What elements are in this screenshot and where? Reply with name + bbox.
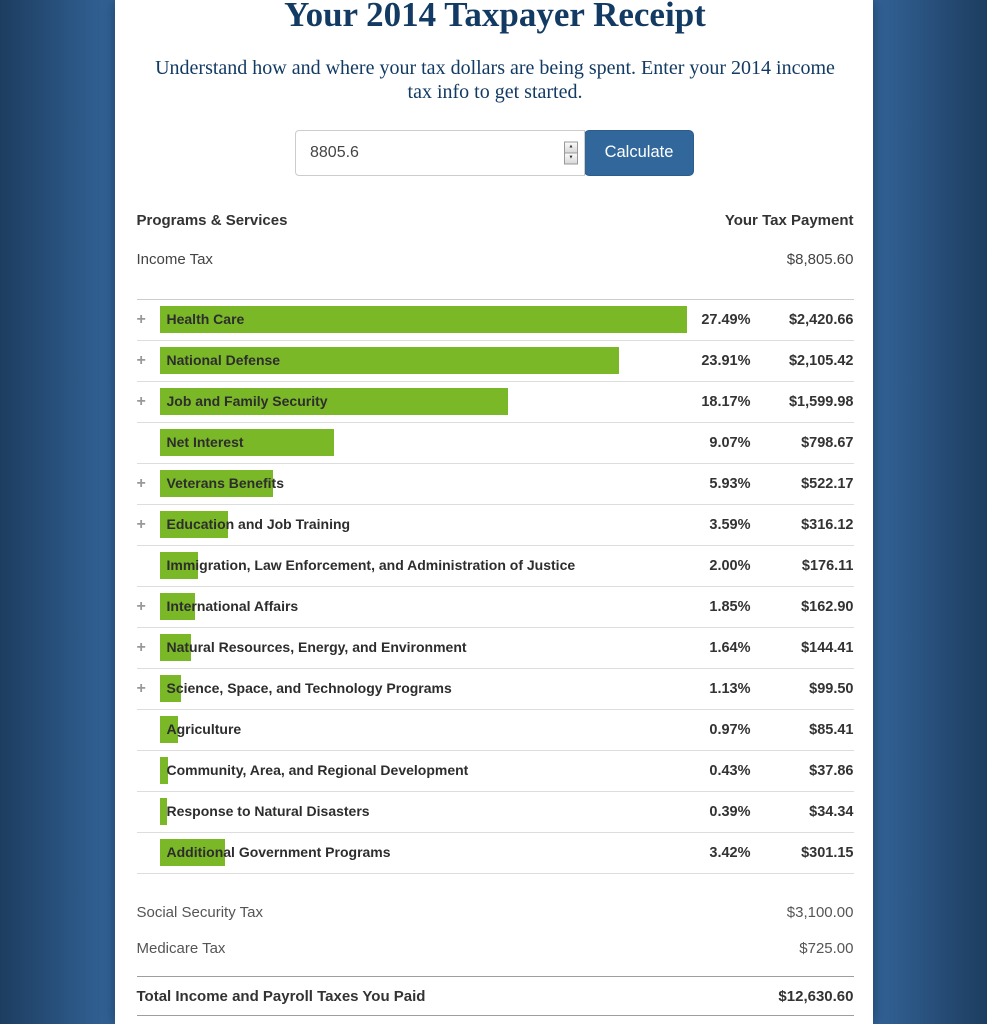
social-security-amount: $3,100.00 <box>786 903 854 921</box>
col-your-tax-payment: Your Tax Payment <box>724 211 854 229</box>
income-tax-input[interactable] <box>295 130 585 176</box>
program-percent: 0.39% <box>709 803 751 820</box>
program-percent: 2.00% <box>709 557 751 574</box>
program-bar-cell <box>160 716 689 743</box>
program-amount: $798.67 <box>801 434 854 451</box>
expand-plus-icon[interactable]: + <box>136 310 146 328</box>
expand-plus-icon[interactable]: + <box>136 392 146 410</box>
program-label: International Affairs <box>166 598 299 615</box>
social-security-row <box>137 895 854 931</box>
program-bar-cell <box>160 511 689 538</box>
program-percent: 3.42% <box>709 844 751 861</box>
expand-plus-icon[interactable]: + <box>136 474 146 492</box>
program-amount: $301.15 <box>801 844 854 861</box>
program-bar-cell <box>160 347 689 374</box>
page-title: Your 2014 Taxpayer Receipt <box>284 0 706 34</box>
program-amount: $1,599.98 <box>788 393 854 410</box>
program-percent: 18.17% <box>701 393 751 410</box>
program-bar-cell <box>160 429 689 456</box>
program-label: Net Interest <box>166 434 244 451</box>
table-row[interactable] <box>137 300 854 341</box>
program-bar-cell <box>160 675 689 702</box>
program-label: Additional Government Programs <box>166 844 391 861</box>
program-label: Job and Family Security <box>166 393 328 410</box>
table-row <box>137 423 854 464</box>
program-percent: 1.13% <box>709 680 751 697</box>
expand-plus-icon[interactable]: + <box>136 597 146 615</box>
expand-plus-icon[interactable]: + <box>136 638 146 656</box>
table-row[interactable] <box>137 669 854 710</box>
program-label: National Defense <box>166 352 281 369</box>
program-percent: 1.64% <box>709 639 751 656</box>
spinner-down-icon[interactable]: ▼ <box>565 153 577 163</box>
program-percent: 9.07% <box>709 434 751 451</box>
program-label: Agriculture <box>166 721 242 738</box>
table-row <box>137 833 854 874</box>
program-label: Natural Resources, Energy, and Environment <box>166 639 467 656</box>
program-percent: 23.91% <box>701 352 751 369</box>
program-bar-cell <box>160 757 689 784</box>
program-bar-cell <box>160 470 689 497</box>
program-amount: $2,105.42 <box>788 352 854 369</box>
social-security-label: Social Security Tax <box>136 903 263 921</box>
program-amount: $34.34 <box>809 803 854 820</box>
table-row[interactable] <box>137 505 854 546</box>
table-header <box>137 212 854 229</box>
table-row[interactable] <box>137 341 854 382</box>
program-amount: $144.41 <box>801 639 854 656</box>
expand-plus-icon[interactable]: + <box>136 679 146 697</box>
page-subtitle: Understand how and where your tax dollars are being spent. Enter your 2014 income tax info to get started. <box>155 56 835 104</box>
program-bar-cell <box>160 306 689 333</box>
program-label: Health Care <box>166 311 245 328</box>
table-row[interactable] <box>137 587 854 628</box>
table-row[interactable] <box>137 464 854 505</box>
program-amount: $99.50 <box>809 680 854 697</box>
total-label: Total Income and Payroll Taxes You Paid <box>136 987 426 1005</box>
medicare-label: Medicare Tax <box>136 939 226 957</box>
medicare-row <box>137 931 854 967</box>
program-bar-cell <box>160 552 689 579</box>
program-percent: 0.43% <box>709 762 751 779</box>
medicare-amount: $725.00 <box>799 939 854 957</box>
program-label: Community, Area, and Regional Development <box>166 762 469 779</box>
program-amount: $85.41 <box>809 721 854 738</box>
program-amount: $37.86 <box>809 762 854 779</box>
summary-section <box>137 895 854 1016</box>
program-label: Response to Natural Disasters <box>166 803 370 820</box>
total-row <box>137 976 854 1016</box>
calculate-button[interactable]: Calculate <box>584 130 694 176</box>
program-bar-cell <box>160 634 689 661</box>
spinner-up-icon[interactable]: ▲ <box>565 142 577 153</box>
program-percent: 0.97% <box>709 721 751 738</box>
program-amount: $316.12 <box>801 516 854 533</box>
program-bar-cell <box>160 593 689 620</box>
program-label: Education and Job Training <box>166 516 351 533</box>
income-tax-input-wrap <box>295 130 585 176</box>
tax-calculator-group <box>295 130 695 176</box>
col-programs-services: Programs & Services <box>136 211 288 229</box>
table-row[interactable] <box>137 382 854 423</box>
content-panel <box>115 0 873 1024</box>
program-amount: $162.90 <box>801 598 854 615</box>
table-row[interactable] <box>137 628 854 669</box>
program-percent: 5.93% <box>709 475 751 492</box>
expand-plus-icon[interactable]: + <box>136 515 146 533</box>
income-tax-row <box>137 251 854 268</box>
program-label: Immigration, Law Enforcement, and Administration of Justice <box>166 557 576 574</box>
program-percent: 1.85% <box>709 598 751 615</box>
program-percent: 27.49% <box>701 311 751 328</box>
income-tax-label: Income Tax <box>136 250 213 268</box>
program-bar-cell <box>160 388 689 415</box>
program-amount: $176.11 <box>801 557 854 574</box>
table-row <box>137 710 854 751</box>
programs-table <box>137 299 854 874</box>
table-row <box>137 792 854 833</box>
program-percent: 3.59% <box>709 516 751 533</box>
program-amount: $522.17 <box>801 475 854 492</box>
total-amount: $12,630.60 <box>778 987 854 1005</box>
program-bar-cell <box>160 839 689 866</box>
expand-plus-icon[interactable]: + <box>136 351 146 369</box>
number-spinner[interactable] <box>564 141 578 164</box>
table-row <box>137 546 854 587</box>
program-amount: $2,420.66 <box>788 311 854 328</box>
income-tax-amount: $8,805.60 <box>786 250 854 268</box>
program-bar-cell <box>160 798 689 825</box>
table-row <box>137 751 854 792</box>
program-label: Veterans Benefits <box>166 475 284 492</box>
program-label: Science, Space, and Technology Programs <box>166 680 452 697</box>
